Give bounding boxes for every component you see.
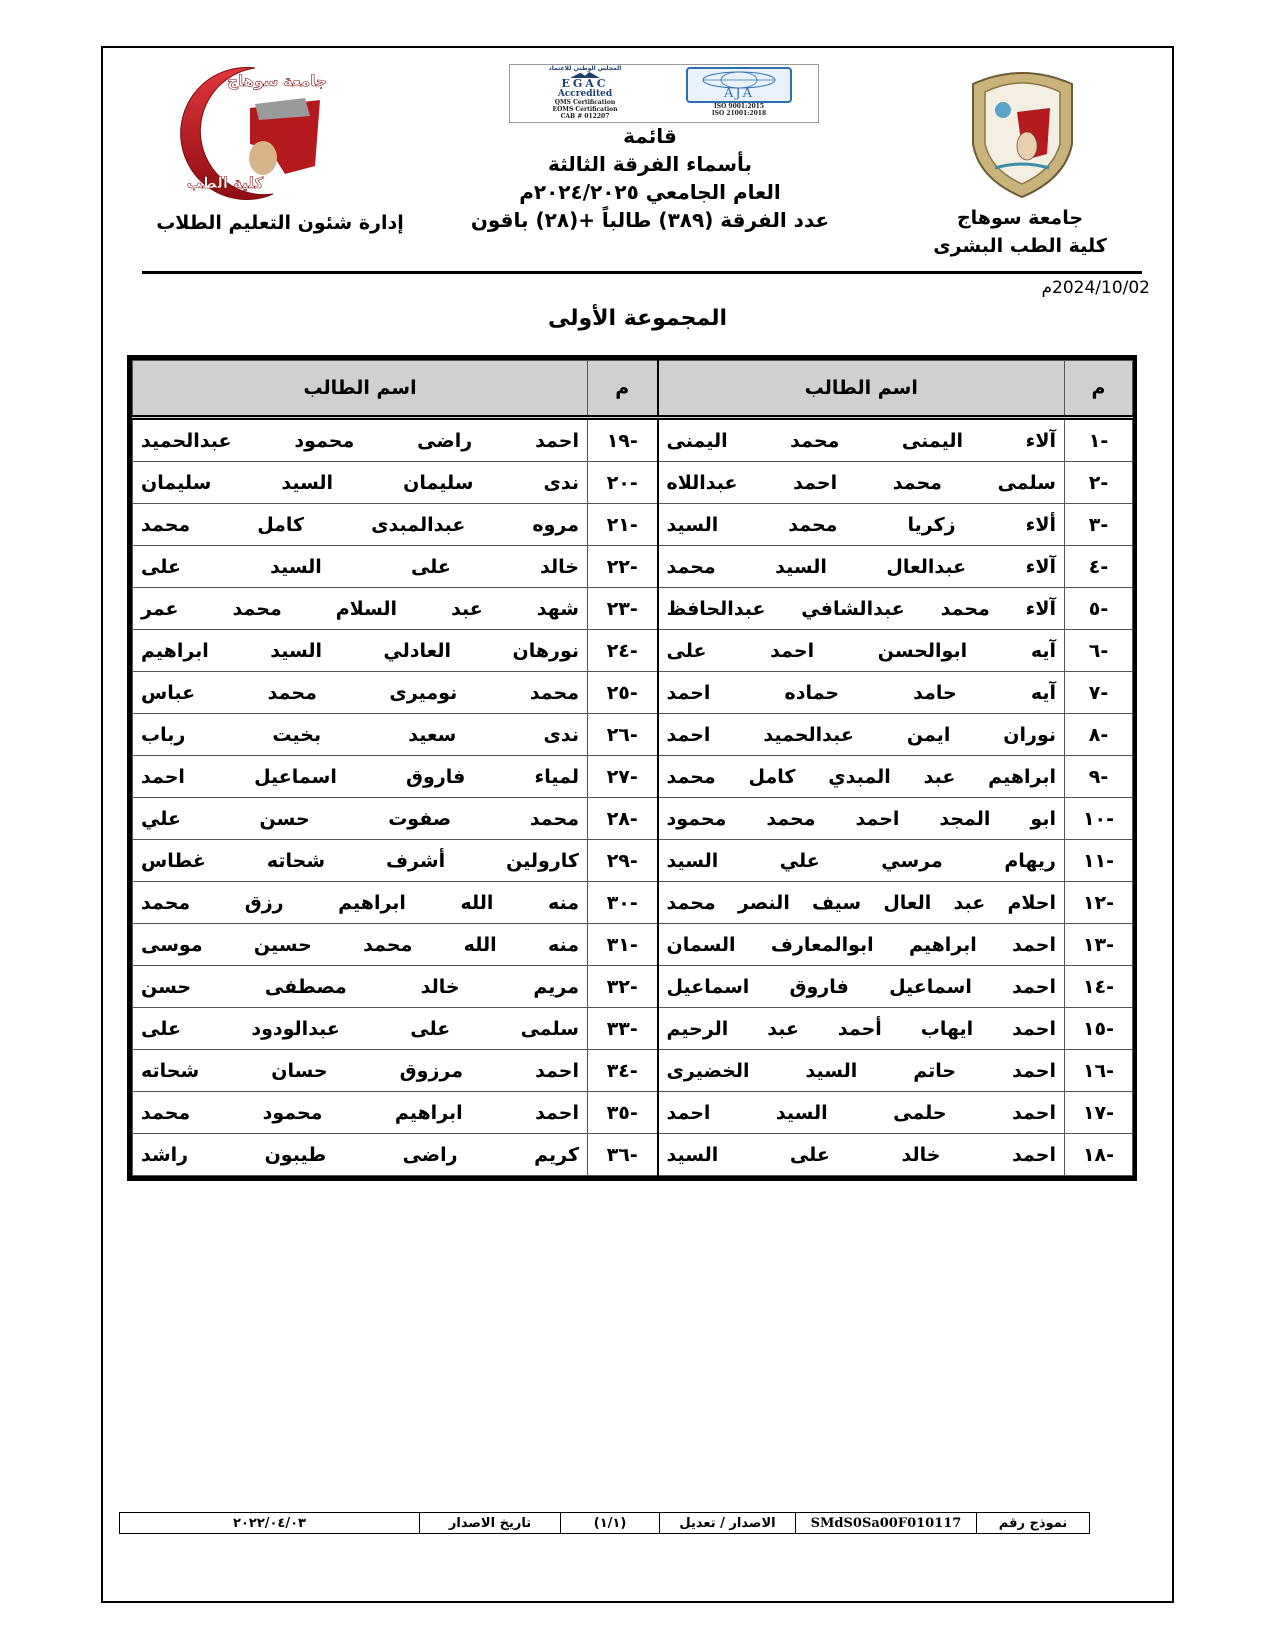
table-row xyxy=(133,1134,1133,1176)
student-name: احمد حاتم السيد الخضيرى xyxy=(658,1050,1065,1092)
title-line-class: بأسماء الفرقة الثالثة xyxy=(547,152,753,176)
row-number: -٢٥ xyxy=(588,672,658,714)
student-name: احمد ابراهيم ابوالمعارف السمان xyxy=(658,924,1065,966)
table-row xyxy=(133,1008,1133,1050)
row-number: -١ xyxy=(1065,418,1133,462)
student-name: آيه حامد حماده احمد xyxy=(658,672,1065,714)
row-number: -٢٢ xyxy=(588,546,658,588)
row-number: -١٢ xyxy=(1065,882,1133,924)
row-number: -٢١ xyxy=(588,504,658,546)
student-name: ابو المجد احمد محمد محمود xyxy=(658,798,1065,840)
document-date: 2024/10/02م xyxy=(1041,278,1150,298)
table-row xyxy=(133,630,1133,672)
faculty-logo xyxy=(155,62,345,202)
table-row xyxy=(133,1050,1133,1092)
student-name: احمد مرزوق حسان شحاته xyxy=(133,1050,588,1092)
table-row xyxy=(133,714,1133,756)
student-name: منه الله ابراهيم رزق محمد xyxy=(133,882,588,924)
student-name: ندى سعيد بخيت رباب xyxy=(133,714,588,756)
table-row xyxy=(133,1092,1133,1134)
student-name: احمد ابراهيم محمود محمد xyxy=(133,1092,588,1134)
student-name: نوران ايمن عبدالحميد احمد xyxy=(658,714,1065,756)
student-name: كارولين أشرف شحاته غطاس xyxy=(133,840,588,882)
issue-date-label: تاريخ الاصدار xyxy=(419,1513,560,1533)
table-row xyxy=(133,882,1133,924)
student-name: ألاء زكريا محمد السيد xyxy=(658,504,1065,546)
column-header-student-name: اسم الطالب xyxy=(658,361,1065,418)
aja-iso-line: ISO 9001:2015 xyxy=(713,103,765,110)
egac-arabic-text: المجلس الوطني للاعتماد xyxy=(548,65,622,72)
student-name: محمد نوميرى محمد عباس xyxy=(133,672,588,714)
university-seal xyxy=(965,64,1080,199)
aja-mark: AJA xyxy=(724,86,754,101)
row-number: -٢٤ xyxy=(588,630,658,672)
row-number: -٧ xyxy=(1065,672,1133,714)
roster-grid xyxy=(132,360,1133,1176)
row-number: -٣١ xyxy=(588,924,658,966)
table-row xyxy=(133,588,1133,630)
row-number: -١٣ xyxy=(1065,924,1133,966)
globe-icon xyxy=(686,67,792,103)
version-label: الاصدار / تعديل xyxy=(659,1513,795,1533)
row-number: -٢٦ xyxy=(588,714,658,756)
faculty-name: كلية الطب البشرى xyxy=(933,235,1107,257)
row-number: -١٩ xyxy=(588,418,658,462)
student-name: مروه عبدالمبدى كامل محمد xyxy=(133,504,588,546)
table-row xyxy=(133,462,1133,504)
row-number: -٣٢ xyxy=(588,966,658,1008)
row-number: -٦ xyxy=(1065,630,1133,672)
row-number: -٢٧ xyxy=(588,756,658,798)
issue-date-value: ٢٠٢٢/٠٤/٠٣ xyxy=(233,1515,306,1531)
student-name: سلمى محمد احمد عبداللاه xyxy=(658,462,1065,504)
row-number: -٥ xyxy=(1065,588,1133,630)
table-row xyxy=(133,418,1133,462)
table-header-row xyxy=(133,361,1133,418)
student-name: كريم راضى طيبون راشد xyxy=(133,1134,588,1176)
student-name: آلاء عبدالعال السيد محمد xyxy=(658,546,1065,588)
title-line-class-count: عدد الفرقة (٣٨٩) طالباً +(٢٨) باقون xyxy=(470,208,830,232)
table-row xyxy=(133,672,1133,714)
version-value: (١/١) xyxy=(560,1513,659,1533)
row-number: -١٠ xyxy=(1065,798,1133,840)
table-row xyxy=(133,504,1133,546)
egac-mark: EGAC xyxy=(561,77,609,90)
column-header-student-name: اسم الطالب xyxy=(133,361,588,418)
row-number: -٩ xyxy=(1065,756,1133,798)
table-row xyxy=(133,966,1133,1008)
student-name: ابراهيم عبد المبدي كامل محمد xyxy=(658,756,1065,798)
student-name: احلام عبد العال سيف النصر محمد xyxy=(658,882,1065,924)
row-number: -٣٤ xyxy=(588,1050,658,1092)
egac-line: QMS Certification xyxy=(554,99,616,106)
aja-iso-line: ISO 21001:2018 xyxy=(711,110,767,117)
row-number: -١٤ xyxy=(1065,966,1133,1008)
row-number: -٤ xyxy=(1065,546,1133,588)
aja-logo xyxy=(660,65,818,122)
row-number: -١٦ xyxy=(1065,1050,1133,1092)
university-name: جامعة سوهاج xyxy=(956,207,1084,229)
row-number: -١٥ xyxy=(1065,1008,1133,1050)
table-row xyxy=(133,546,1133,588)
student-name: شهد عبد السلام محمد عمر xyxy=(133,588,588,630)
egac-line: CAB # 012207 xyxy=(560,113,610,120)
row-number: -٢٩ xyxy=(588,840,658,882)
row-number: -٣٠ xyxy=(588,882,658,924)
table-row xyxy=(133,756,1133,798)
institution-name xyxy=(920,204,1120,260)
group-title: المجموعة الأولى xyxy=(547,306,728,331)
row-number: -٢٣ xyxy=(588,588,658,630)
certification-logos xyxy=(509,64,819,123)
student-name: احمد خالد على السيد xyxy=(658,1134,1065,1176)
student-roster-table xyxy=(127,355,1137,1181)
row-number: -٣٥ xyxy=(588,1092,658,1134)
row-number: -٣٦ xyxy=(588,1134,658,1176)
student-name: نورهان العادلي السيد ابراهيم xyxy=(133,630,588,672)
student-name: آيه ابوالحسن احمد على xyxy=(658,630,1065,672)
table-row xyxy=(133,924,1133,966)
title-line-academic-year: العام الجامعي ٢٠٢٤/٢٠٢٥م xyxy=(519,180,781,204)
row-number: -٣٣ xyxy=(588,1008,658,1050)
left-logo-university-text: جامعة سوهاج xyxy=(227,72,327,90)
row-number: -٢٠ xyxy=(588,462,658,504)
column-header-number: م xyxy=(588,361,658,418)
title-line-list: قائمة xyxy=(623,124,677,148)
student-name: احمد حلمى السيد احمد xyxy=(658,1092,1065,1134)
department-name: إدارة شئون التعليم الطلاب xyxy=(156,212,404,234)
student-name: ندى سليمان السيد سليمان xyxy=(133,462,588,504)
student-name: احمد راضى محمود عبدالحميد xyxy=(133,418,588,462)
row-number: -١٧ xyxy=(1065,1092,1133,1134)
form-footer xyxy=(119,1512,1090,1534)
row-number: -٨ xyxy=(1065,714,1133,756)
row-number: -٢٨ xyxy=(588,798,658,840)
egac-line: EOMS Certification xyxy=(552,106,618,113)
egac-logo xyxy=(510,65,660,122)
student-name: آلاء اليمنى محمد اليمنى xyxy=(658,418,1065,462)
student-name: آلاء محمد عبدالشافي عبدالحافظ xyxy=(658,588,1065,630)
row-number: -١٨ xyxy=(1065,1134,1133,1176)
student-name: محمد صفوت حسن علي xyxy=(133,798,588,840)
row-number: -١١ xyxy=(1065,840,1133,882)
row-number: -٢ xyxy=(1065,462,1133,504)
header-divider xyxy=(142,271,1142,274)
student-name: لمياء فاروق اسماعيل احمد xyxy=(133,756,588,798)
table-row xyxy=(133,798,1133,840)
student-name: خالد على السيد على xyxy=(133,546,588,588)
row-number: -٣ xyxy=(1065,504,1133,546)
form-number-label: نموذج رقم xyxy=(976,1513,1089,1533)
table-row xyxy=(133,840,1133,882)
student-name: سلمى على عبدالودود على xyxy=(133,1008,588,1050)
student-name: منه الله محمد حسين موسى xyxy=(133,924,588,966)
student-name: مريم خالد مصطفى حسن xyxy=(133,966,588,1008)
document-title xyxy=(440,122,860,234)
student-name: احمد ايهاب أحمد عبد الرحيم xyxy=(658,1008,1065,1050)
egac-accredited: Accredited xyxy=(557,89,613,99)
column-header-number: م xyxy=(1065,361,1133,418)
student-name: ريهام مرسي علي السيد xyxy=(658,840,1065,882)
left-logo-faculty-text: كلية الطب xyxy=(186,174,264,192)
student-name: احمد اسماعيل فاروق اسماعيل xyxy=(658,966,1065,1008)
form-code: SMdS0Sa00F010117 xyxy=(795,1513,976,1533)
